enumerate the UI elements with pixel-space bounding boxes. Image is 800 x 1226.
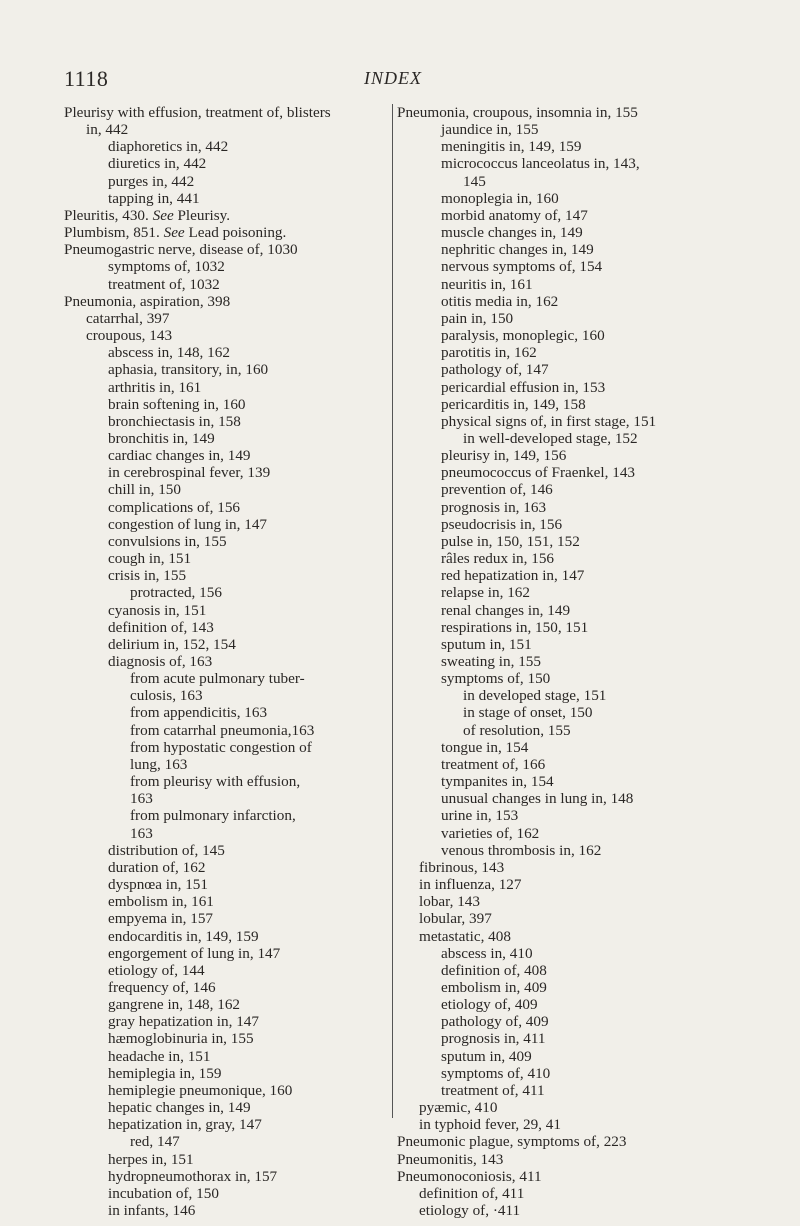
index-entry: meningitis in, 149, 159 (441, 138, 582, 156)
index-entry: crisis in, 155 (108, 567, 187, 585)
index-entry: symptoms of, 150 (441, 670, 551, 688)
index-entry: chill in, 150 (108, 481, 181, 499)
index-entry: lobar, 143 (419, 893, 480, 911)
index-entry: herpes in, 151 (108, 1150, 194, 1168)
index-entry: headache in, 151 (108, 1047, 211, 1065)
index-entry: red hepatization in, 147 (441, 567, 585, 585)
index-entry: in typhoid fever, 29, 41 (419, 1116, 561, 1134)
index-entry: delirium in, 152, 154 (108, 635, 236, 653)
index-entry: pericarditis in, 149, 158 (441, 395, 586, 413)
page-number: 1118 (64, 66, 109, 91)
index-entry: embolism in, 409 (441, 978, 547, 996)
index-entry: muscle changes in, 149 (441, 224, 583, 242)
index-entry: lobular, 397 (419, 910, 492, 928)
index-entry: incubation of, 150 (108, 1184, 219, 1202)
index-entry: etiology of, 144 (108, 961, 205, 979)
index-entry: in well-developed stage, 152 (463, 429, 638, 447)
index-entry: renal changes in, 149 (441, 601, 571, 619)
index-entry: 163 (130, 790, 153, 808)
index-entry: monoplegia in, 160 (441, 189, 559, 207)
index-entry: etiology of, ·411 (419, 1202, 521, 1219)
index-entry: prognosis in, 411 (441, 1030, 546, 1048)
index-column-right (397, 104, 742, 1219)
index-entry: parotitis in, 162 (441, 344, 537, 362)
index-entry: prognosis in, 163 (441, 498, 547, 516)
index-entry: paralysis, monoplegic, 160 (441, 327, 605, 345)
index-entry: gangrene in, 148, 162 (108, 996, 241, 1014)
index-entry: pathology of, 409 (441, 1013, 549, 1031)
index-entry: from hypostatic congestion of (130, 738, 312, 756)
index-entry: red, 147 (130, 1133, 180, 1151)
index-entry: tapping in, 441 (108, 189, 200, 207)
index-entry: râles redux in, 156 (441, 550, 555, 568)
index-entry: from appendicitis, 163 (130, 704, 268, 722)
index-entry: duration of, 162 (108, 858, 206, 876)
index-entry: pseudocrisis in, 156 (441, 515, 563, 533)
index-entry: distribution of, 145 (108, 841, 225, 859)
index-entry: embolism in, 161 (108, 893, 214, 911)
index-entry: hemiplegia in, 159 (108, 1064, 222, 1082)
index-entry: lung, 163 (130, 755, 188, 773)
index-entry: cough in, 151 (108, 550, 192, 568)
index-entry: convulsions in, 155 (108, 532, 227, 550)
index-entry: morbid anatomy of, 147 (441, 206, 588, 224)
index-entry: fibrinous, 143 (419, 858, 505, 876)
index-entry: pneumococcus of Fraenkel, 143 (441, 464, 636, 482)
index-entry: in, 442 (86, 121, 129, 139)
index-entry: micrococcus lanceolatus in, 143, (441, 155, 640, 173)
index-entry: nephritic changes in, 149 (441, 241, 594, 259)
index-entry: symptoms of, 410 (441, 1064, 551, 1082)
index-column-left (64, 104, 389, 1219)
index-entry: Pleuritis, 430. See Pleurisy. (64, 206, 231, 224)
index-entry: varieties of, 162 (441, 824, 540, 842)
index-entry: metastatic, 408 (419, 927, 511, 945)
index-entry: frequency of, 146 (108, 978, 216, 996)
index-entry: hepatization in, gray, 147 (108, 1116, 262, 1134)
index-entry: 145 (463, 172, 486, 190)
index-entry: from acute pulmonary tuber- (130, 670, 305, 688)
running-head: INDEX (364, 68, 422, 88)
index-entry: sputum in, 409 (441, 1047, 532, 1065)
index-entry: in cerebrospinal fever, 139 (108, 464, 271, 482)
index-entry: tongue in, 154 (441, 738, 529, 756)
see-reference: See (163, 224, 185, 242)
index-entry: aphasia, transitory, in, 160 (108, 361, 269, 379)
index-entry: Pneumogastric nerve, disease of, 1030 (64, 241, 298, 259)
index-entry: definition of, 143 (108, 618, 214, 636)
index-entry: prevention of, 146 (441, 481, 553, 499)
index-entry: respirations in, 150, 151 (441, 618, 589, 636)
index-entry: of resolution, 155 (463, 721, 571, 739)
index-entry: diuretics in, 442 (108, 155, 207, 173)
index-entry: abscess in, 410 (441, 944, 533, 962)
index-entry: endocarditis in, 149, 159 (108, 927, 259, 945)
index-entry: croupous, 143 (86, 327, 173, 345)
index-entry: complications of, 156 (108, 498, 241, 516)
index-entry: definition of, 408 (441, 961, 547, 979)
index-entry: abscess in, 148, 162 (108, 344, 230, 362)
index-entry: definition of, 411 (419, 1184, 525, 1202)
see-reference: See (152, 206, 174, 224)
index-entry: arthritis in, 161 (108, 378, 202, 396)
index-entry: hepatic changes in, 149 (108, 1099, 251, 1117)
index-entry: treatment of, 166 (441, 755, 546, 773)
index-entry: jaundice in, 155 (441, 121, 539, 139)
index-entry: in developed stage, 151 (463, 687, 607, 705)
index-entry: unusual changes in lung in, 148 (441, 790, 634, 808)
index-entry: brain softening in, 160 (108, 395, 246, 413)
index-entry: Pneumonitis, 143 (397, 1150, 504, 1168)
index-entry: gray hepatization in, 147 (108, 1013, 259, 1031)
index-entry: Pneumonia, aspiration, 398 (64, 292, 231, 310)
index-entry: Pleurisy with effusion, treatment of, blisters (64, 104, 331, 121)
index-entry: nervous symptoms of, 154 (441, 258, 603, 276)
index-entry: diagnosis of, 163 (108, 653, 213, 670)
index-entry: pulse in, 150, 151, 152 (441, 532, 580, 550)
index-entry: venous thrombosis in, 162 (441, 841, 602, 859)
index-entry: pleurisy in, 149, 156 (441, 447, 567, 465)
index-entry: Plumbism, 851. See Lead poisoning. (64, 224, 287, 242)
index-entry: from catarrhal pneumonia,163 (130, 721, 315, 739)
index-entry: Pneumonoconiosis, 411 (397, 1167, 542, 1185)
index-entry: from pulmonary infarction, (130, 807, 296, 825)
index-entry: engorgement of lung in, 147 (108, 944, 281, 962)
index-entry: purges in, 442 (108, 172, 195, 190)
index-entry: relapse in, 162 (441, 584, 530, 602)
index-entry: dyspnœa in, 151 (108, 876, 208, 894)
index-entry: congestion of lung in, 147 (108, 515, 268, 533)
index-entry: treatment of, 411 (441, 1081, 545, 1099)
index-entry: tympanites in, 154 (441, 773, 554, 791)
index-entry: in stage of onset, 150 (463, 704, 593, 722)
index-entry: otitis media in, 162 (441, 292, 559, 310)
index-entry: culosis, 163 (130, 687, 203, 705)
index-entry: bronchitis in, 149 (108, 429, 215, 447)
index-entry: in infants, 146 (108, 1202, 196, 1219)
index-entry: catarrhal, 397 (86, 309, 170, 327)
index-entry: hæmoglobinuria in, 155 (108, 1030, 254, 1048)
index-entry: pericardial effusion in, 153 (441, 378, 606, 396)
index-entry: sweating in, 155 (441, 653, 541, 670)
index-entry: hemiplegie pneumonique, 160 (108, 1081, 293, 1099)
index-entry: protracted, 156 (130, 584, 222, 602)
index-entry: symptoms of, 1032 (108, 258, 225, 276)
column-divider (392, 104, 393, 1118)
index-entry: neuritis in, 161 (441, 275, 533, 293)
index-entry: from pleurisy with effusion, (130, 773, 301, 791)
index-entry: empyema in, 157 (108, 910, 214, 928)
index-entry: Pneumonic plague, symptoms of, 223 (397, 1133, 627, 1151)
index-entry: bronchiectasis in, 158 (108, 412, 241, 430)
index-entry: pyæmic, 410 (419, 1099, 498, 1117)
index-entry: pain in, 150 (441, 309, 514, 327)
index-entry: cyanosis in, 151 (108, 601, 207, 619)
index-entry: urine in, 153 (441, 807, 519, 825)
index-entry: cardiac changes in, 149 (108, 447, 251, 465)
index-entry: sputum in, 151 (441, 635, 532, 653)
index-entry: 163 (130, 824, 153, 842)
index-entry: pathology of, 147 (441, 361, 549, 379)
index-entry: hydropneumothorax in, 157 (108, 1167, 278, 1185)
index-entry: etiology of, 409 (441, 996, 538, 1014)
index-entry: in influenza, 127 (419, 876, 522, 894)
index-entry: treatment of, 1032 (108, 275, 220, 293)
index-entry: diaphoretics in, 442 (108, 138, 229, 156)
page-header (64, 66, 744, 94)
index-entry: physical signs of, in first stage, 151 (441, 412, 657, 430)
index-entry: Pneumonia, croupous, insomnia in, 155 (397, 104, 638, 121)
